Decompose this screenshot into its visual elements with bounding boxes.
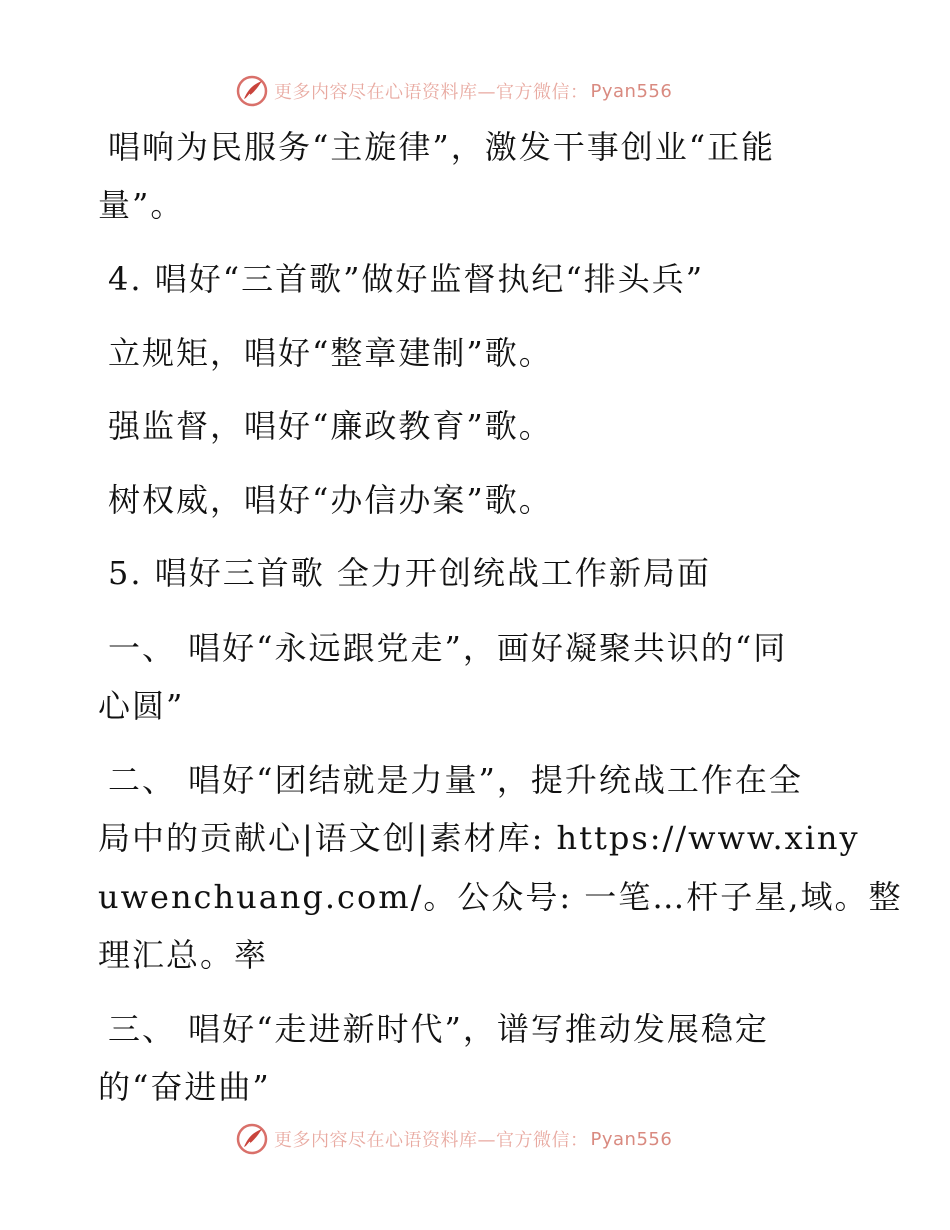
- text-line: 唱响为民服务“主旋律”，激发干事创业“正能: [108, 128, 776, 166]
- text-line: 三、 唱好“走进新时代”，谱写推动发展稳定: [108, 1010, 769, 1048]
- watermark-text: 更多内容尽在心语资料库—官方微信：: [274, 82, 589, 103]
- text-line: 二、 唱好“团结就是力量”，提升统战工作在全: [108, 761, 803, 799]
- watermark-text: 更多内容尽在心语资料库—官方微信：: [274, 1130, 589, 1151]
- watermark-wechat-id: Pyan556: [590, 80, 673, 102]
- text-line: 局中的贡献心|语文创|素材库: https://www.xiny: [98, 819, 860, 857]
- footer-watermark: [236, 1122, 672, 1156]
- quill-logo-icon: [236, 75, 268, 107]
- text-line: 心圆”: [98, 687, 185, 725]
- text-line: 量”。: [98, 186, 185, 224]
- text-line: 的“奋进曲”: [98, 1068, 271, 1106]
- text-line: 理汇总。率: [98, 936, 269, 974]
- quill-logo-icon: [236, 1123, 268, 1155]
- section-heading-5: 5. 唱好三首歌 全力开创统战工作新局面: [108, 554, 711, 592]
- text-line: 树权威，唱好“办信办案”歌。: [108, 481, 553, 519]
- text-line: 一、 唱好“永远跟党走”，画好凝聚共识的“同: [108, 629, 788, 667]
- text-line: uwenchuang.com/。公众号: 一笔…杆子星,域。整: [98, 878, 903, 916]
- section-heading-4: 4. 唱好“三首歌”做好监督执纪“排头兵”: [108, 260, 705, 298]
- text-line: 强监督，唱好“廉政教育”歌。: [108, 407, 553, 445]
- watermark-wechat-id: Pyan556: [590, 1128, 673, 1150]
- text-line: 立规矩，唱好“整章建制”歌。: [108, 334, 553, 372]
- header-watermark: [236, 74, 672, 108]
